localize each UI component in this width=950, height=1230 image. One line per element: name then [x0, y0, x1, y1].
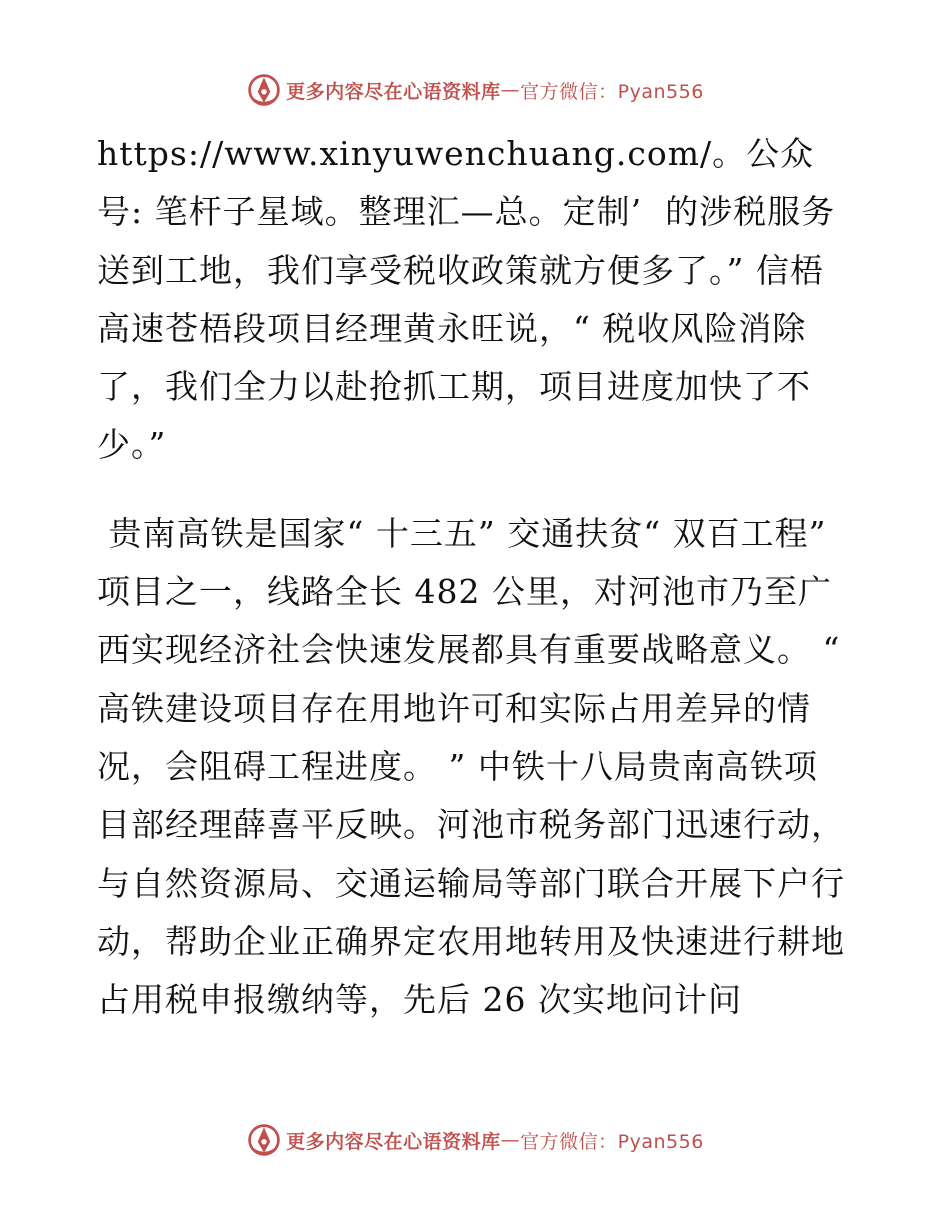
banner-main-text: 更多内容尽在心语资料库: [286, 1130, 501, 1153]
banner-separator: —: [500, 79, 521, 101]
banner-separator: —: [500, 1129, 521, 1151]
body-paragraph: https://www.xinyuwenchuang.com/。公众号: 笔杆子星域。整理汇—总。定制’ 的涉税服务送到工地，我们享受税收政策就方便多了。” 信梧高速苍梧段项目经理黄永旺说，“ 税收风险消除了，我们全力以赴抢抓工期，项目进度加快了不少。”: [97, 134, 836, 465]
footer-watermark-banner: [0, 1120, 950, 1160]
pen-nib-logo-icon: [246, 72, 282, 108]
header-watermark-banner: [0, 70, 950, 110]
body-paragraph: 贵南高铁是国家“ 十三五” 交通扶贫“ 双百工程” 项目之一，线路全长 482 公里，对河池市乃至广西实现经济社会快速发展都具有重要战略意义。 “ 高铁建设项目存在用地许可和实际占用差异的情况，会阻碍工程进度。 ” 中铁十八局贵南高铁项目部经理薛喜平反映。河池市税务部门迅速行动，与自然资源局、交通运输局等部门联合开展下户行动，帮助企业正确界定农用地转用及快速进行耕地占用税申报缴纳等，先后 26 次实地问计问: [97, 513, 852, 1020]
banner-main-text: 更多内容尽在心语资料库: [286, 80, 501, 103]
banner-contact-text: 官方微信：Pyan556: [520, 80, 704, 103]
banner-contact-text: 官方微信：Pyan556: [520, 1130, 704, 1153]
document-body: [97, 125, 852, 1029]
pen-nib-logo-icon: [246, 1122, 282, 1158]
